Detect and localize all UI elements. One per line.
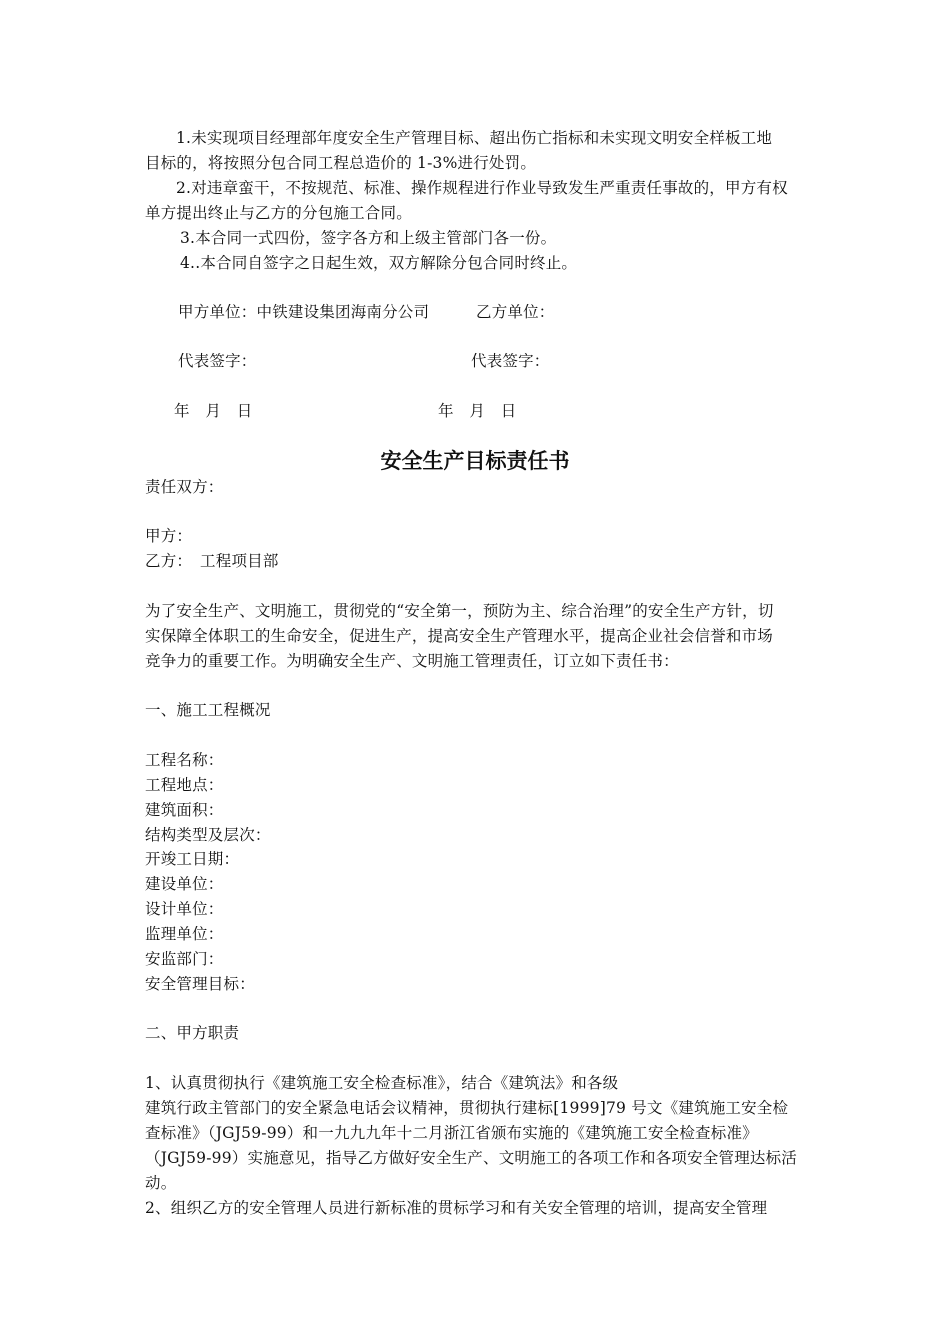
section-2-item-1-line-5: 动。: [145, 1174, 177, 1192]
date-b: 年 月 日: [438, 402, 517, 420]
clause-4: 4..本合同自签字之日起生效，双方解除分包合同时终止。: [180, 254, 578, 272]
intro-line-1: 为了安全生产、文明施工，贯彻党的“安全第一，预防为主、综合治理”的安全生产方针，切: [145, 602, 774, 620]
field-design-unit: 设计单位：: [145, 900, 224, 918]
section-2-item-1-line-1: 1、认真贯彻执行《建筑施工安全检查标准》，结合《建筑法》和各级: [145, 1074, 619, 1092]
section-2-item-1-line-3: 查标准》（JGJ59-99）和一九九九年十二月浙江省颁布实施的《建筑施工安全检查标准》: [145, 1124, 758, 1142]
section-2-item-2-line-1: 2、组织乙方的安全管理人员进行新标准的贯标学习和有关安全管理的培训，提高安全管理: [145, 1199, 768, 1217]
party-b: 乙方： 工程项目部: [145, 552, 279, 570]
intro-line-2: 实保障全体职工的生命安全，促进生产，提高安全生产管理水平，提高企业社会信誉和市场: [145, 627, 774, 645]
clause-2-line-1: 2.对违章蛮干，不按规范、标准、操作规程进行作业导致发生严重责任事故的，甲方有权: [176, 179, 788, 197]
section-2-item-1-line-2: 建筑行政主管部门的安全紧急电话会议精神，贯彻执行建标[1999]79 号文《建筑施工安全检: [145, 1099, 789, 1117]
field-supervision-unit: 监理单位：: [145, 925, 224, 943]
parties-header: 责任双方：: [145, 478, 224, 496]
field-construction-unit: 建设单位：: [145, 875, 224, 893]
field-safety-department: 安监部门：: [145, 950, 224, 968]
clause-1-line-2: 目标的，将按照分包合同工程总造价的 1-3%进行处罚。: [145, 154, 537, 172]
section-2-item-1-line-4: （JGJ59-99）实施意见，指导乙方做好安全生产、文明施工的各项工作和各项安全管理达标活: [145, 1149, 797, 1167]
field-building-area: 建筑面积：: [145, 801, 224, 819]
intro-line-3: 竞争力的重要工作。为明确安全生产、文明施工管理责任，订立如下责任书：: [145, 652, 679, 670]
field-project-location: 工程地点：: [145, 776, 224, 794]
rep-signature-b: 代表签字：: [471, 352, 550, 370]
field-project-name: 工程名称：: [145, 751, 224, 769]
party-a: 甲方：: [145, 527, 193, 545]
date-a: 年 月 日: [174, 402, 253, 420]
section-2-heading: 二、甲方职责: [145, 1024, 240, 1042]
clause-3: 3.本合同一式四份，签字各方和上级主管部门各一份。: [180, 229, 557, 247]
field-start-end-date: 开竣工日期：: [145, 850, 240, 868]
field-structure-type: 结构类型及层次：: [145, 826, 271, 844]
field-safety-target: 安全管理目标：: [145, 975, 255, 993]
document-title: 安全生产目标责任书: [380, 449, 570, 473]
rep-signature-a: 代表签字：: [178, 352, 257, 370]
clause-1-line-1: 1.未实现项目经理部年度安全生产管理目标、超出伤亡指标和未实现文明安全样板工地: [176, 129, 773, 147]
party-a-unit: 甲方单位：中铁建设集团海南分公司: [178, 303, 430, 321]
clause-2-line-2: 单方提出终止与乙方的分包施工合同。: [145, 204, 412, 222]
section-1-heading: 一、施工工程概况: [145, 701, 271, 719]
party-b-unit: 乙方单位：: [476, 303, 555, 321]
